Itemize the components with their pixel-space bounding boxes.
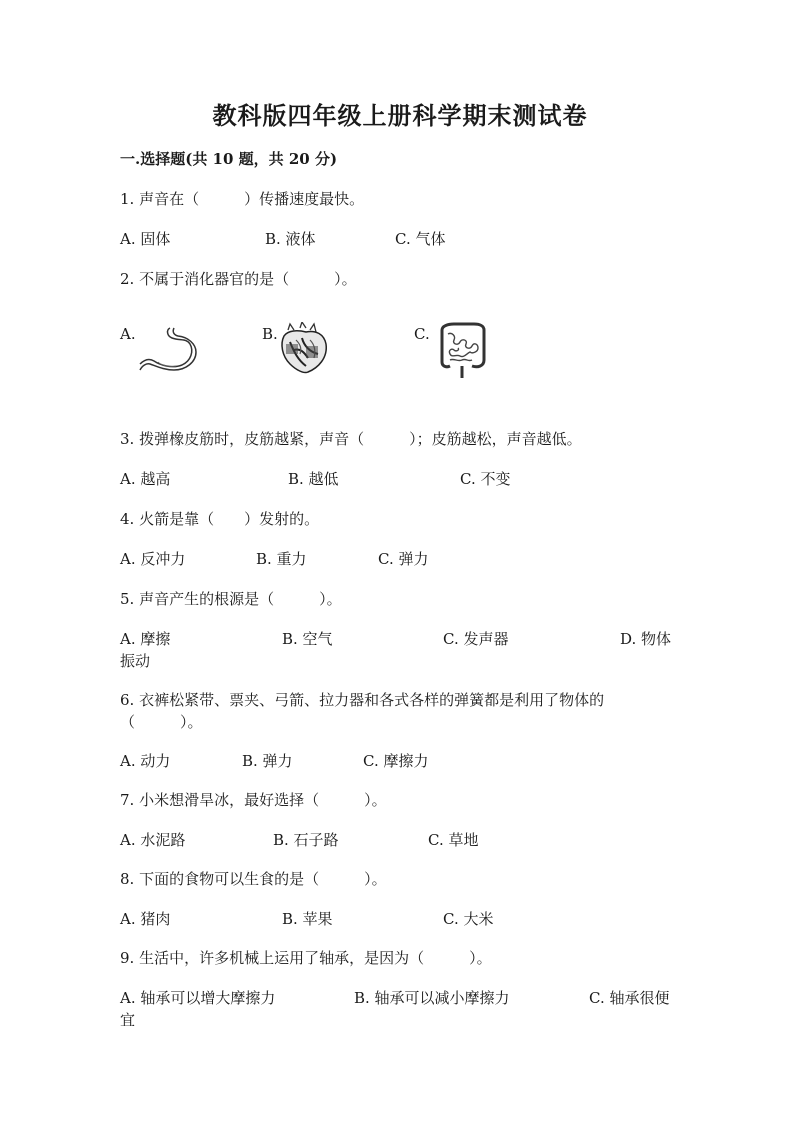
q4-option-a[interactable]: A. 反冲力 [120, 550, 186, 568]
q4-option-b[interactable]: B. 重力 [256, 550, 307, 568]
q6-option-c[interactable]: C. 摩擦力 [363, 752, 429, 770]
q8-option-a[interactable]: A. 猪肉 [120, 910, 171, 928]
q6-option-a[interactable]: A. 动力 [120, 752, 171, 770]
question-4: 4. 火箭是靠（ ）发射的。 [120, 510, 320, 528]
q9-option-b[interactable]: B. 轴承可以减小摩擦力 [354, 989, 510, 1007]
question-8: 8. 下面的食物可以生食的是（ ）。 [120, 870, 387, 888]
q1-option-a[interactable]: A. 固体 [120, 230, 171, 248]
q7-option-c[interactable]: C. 草地 [428, 831, 479, 849]
question-7: 7. 小米想滑旱冰，最好选择（ ）。 [120, 791, 387, 809]
q3-option-a[interactable]: A. 越高 [120, 470, 171, 488]
q9-option-c-wrap: 宜 [120, 1011, 136, 1029]
question-2: 2. 不属于消化器官的是（ ）。 [120, 270, 357, 288]
q9-option-c[interactable]: C. 轴承很便 [589, 989, 670, 1007]
q5-option-c[interactable]: C. 发声器 [443, 630, 509, 648]
question-6-wrap: （ ）。 [120, 713, 203, 731]
q8-option-b[interactable]: B. 苹果 [282, 910, 333, 928]
q5-option-d[interactable]: D. 物体 [620, 630, 672, 648]
exam-title: 教科版四年级上册科学期末测试卷 [212, 101, 588, 130]
stomach-icon [136, 324, 200, 374]
q5-option-a[interactable]: A. 摩擦 [120, 630, 171, 648]
q9-option-a[interactable]: A. 轴承可以增大摩擦力 [120, 989, 276, 1007]
q2-option-a[interactable]: A. [120, 325, 136, 343]
q7-option-b[interactable]: B. 石子路 [273, 831, 339, 849]
q3-option-c[interactable]: C. 不变 [460, 470, 511, 488]
q6-option-b[interactable]: B. 弹力 [242, 752, 293, 770]
q7-option-a[interactable]: A. 水泥路 [120, 831, 186, 849]
q2-option-b[interactable]: B. [262, 325, 278, 343]
heart-icon [276, 322, 332, 376]
question-1: 1. 声音在（ ）传播速度最快。 [120, 190, 365, 208]
q1-option-c[interactable]: C. 气体 [395, 230, 446, 248]
section-heading: 一.选择题(共 10 题，共 20 分) [120, 150, 338, 168]
q2-option-c[interactable]: C. [414, 325, 430, 343]
q8-option-c[interactable]: C. 大米 [443, 910, 494, 928]
question-9: 9. 生活中，许多机械上运用了轴承，是因为（ ）。 [120, 949, 492, 967]
q1-option-b[interactable]: B. 液体 [265, 230, 316, 248]
q5-option-d-wrap: 振动 [120, 652, 151, 670]
q4-option-c[interactable]: C. 弹力 [378, 550, 429, 568]
intestine-icon [434, 320, 490, 380]
question-5: 5. 声音产生的根源是（ ）。 [120, 590, 342, 608]
q5-option-b[interactable]: B. 空气 [282, 630, 333, 648]
question-3: 3. 拨弹橡皮筋时，皮筋越紧，声音（ ）；皮筋越松，声音越低。 [120, 430, 582, 448]
question-6: 6. 衣裤松紧带、票夹、弓箭、拉力器和各式各样的弹簧都是利用了物体的 [120, 691, 605, 709]
q3-option-b[interactable]: B. 越低 [288, 470, 339, 488]
